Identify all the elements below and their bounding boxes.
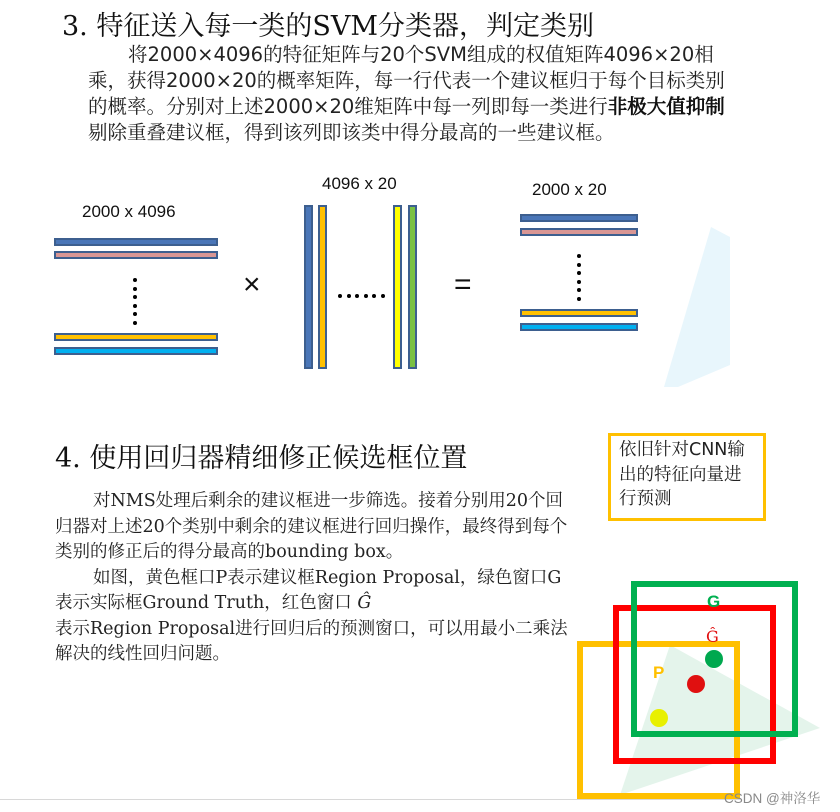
section4-body xyxy=(55,489,575,668)
paragraph-text: 对NMS处理后剩余的建议框进一步筛选。接着分别用20个回归器对上述20个类别中剩余的建议框进行回归操作，最终得到每个类别的修正后的得分最高的bounding box。 xyxy=(55,491,568,562)
right-row-pink xyxy=(520,228,638,236)
middle-matrix-label: 4096 x 20 xyxy=(322,174,397,193)
section4-heading: 4. 使用回归器精细修正候选框位置 xyxy=(55,443,468,474)
section4-paragraph-2 xyxy=(55,566,575,668)
footer-divider xyxy=(0,799,740,800)
right-matrix-label: 2000 x 20 xyxy=(532,180,607,199)
section4-paragraph-1 xyxy=(55,489,575,566)
left-vertical-ellipsis xyxy=(133,278,137,330)
paragraph-text: 如图，黄色框口P表示建议框Region Proposal，绿色窗口G表示实际框Ground Truth，红色窗口 xyxy=(55,567,562,613)
left-row-pink xyxy=(54,251,218,259)
proposal-center-dot xyxy=(650,709,668,727)
right-row-cyan xyxy=(520,323,638,331)
right-row-orange xyxy=(520,309,638,317)
middle-col-yellow xyxy=(393,205,402,369)
decorative-triangle xyxy=(620,645,820,795)
left-row-orange xyxy=(54,333,218,341)
middle-col-blue xyxy=(304,205,313,369)
predicted-center-dot xyxy=(687,675,705,693)
right-row-blue xyxy=(520,214,638,222)
middle-col-green xyxy=(408,205,417,369)
left-matrix-label: 2000 x 4096 xyxy=(82,202,176,221)
left-row-cyan xyxy=(54,347,218,355)
decorative-light-blue-shape xyxy=(640,200,780,400)
csdn-watermark: CSDN @神洛华 xyxy=(724,791,821,806)
equals-sign: = xyxy=(454,268,472,301)
nms-bold-term: 非极大值抑制 xyxy=(607,95,725,118)
label-ghat: Ĝ xyxy=(706,627,719,646)
right-vertical-ellipsis xyxy=(577,254,581,306)
left-row-blue xyxy=(54,238,218,246)
section3-heading: 3. 特征送入每一类的SVM分类器，判定类别 xyxy=(62,11,594,42)
ground-truth-center-dot xyxy=(705,650,723,668)
label-g: G xyxy=(707,592,721,611)
multiply-sign: × xyxy=(243,268,261,301)
paragraph-text: 将2000×4096的特征矩阵与20个SVM组成的权值矩阵4096×20相乘，获得2000×20的概率矩阵，每一行代表一个建议框归于每个目标类别的概率。分别对上述2000×20维矩阵中每一列即每一类进行 xyxy=(88,43,725,118)
horizontal-ellipsis xyxy=(338,283,390,302)
bbox-regression-figure xyxy=(560,570,840,812)
paragraph-text: 表示Region Proposal进行回归后的预测窗口，可以用最小二乘法解决的线性回归问题。 xyxy=(55,618,568,664)
g-hat-symbol: Ĝ xyxy=(357,593,372,613)
label-p: P xyxy=(653,663,665,682)
middle-col-orange xyxy=(318,205,327,369)
paragraph-text: 剔除重叠建议框，得到该列即该类中得分最高的一些建议框。 xyxy=(88,121,615,144)
note-box: 依旧针对CNN输出的特征向量进行预测 xyxy=(608,433,766,521)
section3-paragraph xyxy=(88,42,728,146)
